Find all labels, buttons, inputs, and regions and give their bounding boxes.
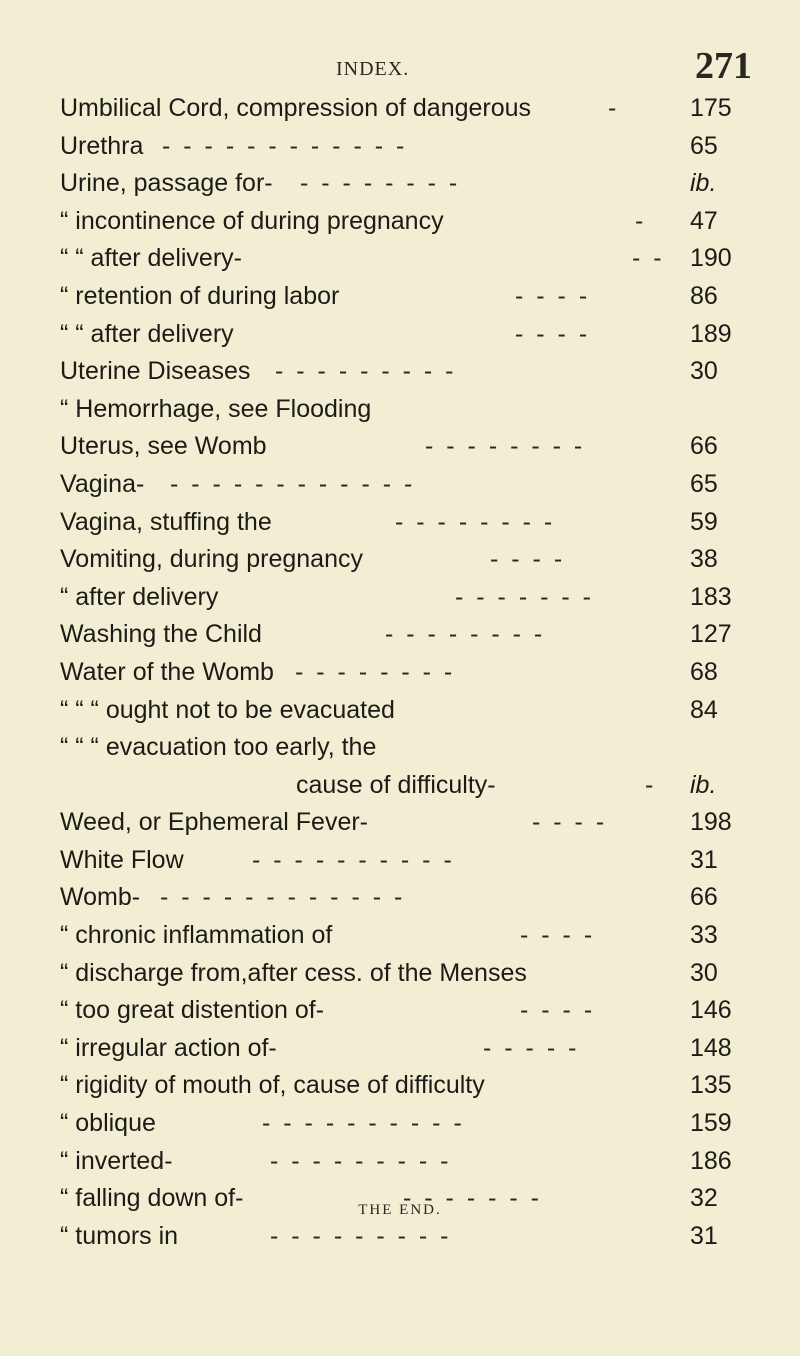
index-entry bbox=[0, 466, 800, 504]
leader-dashes: - - - - - - - - bbox=[300, 169, 461, 198]
entry-text: Womb- bbox=[60, 883, 141, 912]
entry-page-number: 65 bbox=[690, 131, 718, 160]
entry-text: “ “ after delivery- bbox=[60, 244, 242, 273]
index-entry bbox=[0, 90, 800, 128]
index-entry bbox=[0, 541, 800, 579]
entry-page-number: 135 bbox=[690, 1071, 732, 1100]
index-entry bbox=[0, 917, 800, 955]
leader-dashes: - - - - - - - - - - - - bbox=[162, 131, 408, 160]
entry-page-number: ib. bbox=[690, 770, 717, 799]
index-entry bbox=[0, 353, 800, 391]
leader-dashes: - - - - bbox=[532, 808, 608, 837]
entry-page-number: 32 bbox=[690, 1184, 718, 1213]
index-entry bbox=[0, 767, 800, 805]
index-entry bbox=[0, 278, 800, 316]
leader-dashes: - - - - - - - - - bbox=[270, 1221, 452, 1250]
entry-text: Umbilical Cord, compression of dangerous bbox=[60, 94, 532, 122]
leader-dashes: - - - - - - - - bbox=[395, 507, 556, 536]
entry-text: Washing the Child bbox=[60, 620, 262, 649]
index-entry bbox=[0, 842, 800, 880]
entry-text: “ discharge from,after cess. of the Menses bbox=[60, 958, 527, 987]
leader-dashes: - - - - - - - - - - bbox=[252, 845, 455, 874]
leader-dashes: - - - - - - - - - - - - bbox=[160, 883, 406, 912]
entry-page-number: 189 bbox=[690, 319, 732, 348]
index-entry bbox=[0, 1218, 800, 1256]
entry-text: “ rigidity of mouth of, cause of difficulty bbox=[60, 1071, 485, 1100]
index-entry bbox=[0, 165, 800, 203]
entry-text: Uterus, see Womb bbox=[60, 432, 267, 461]
entry-page-number: 65 bbox=[690, 469, 718, 498]
entry-page-number: 66 bbox=[690, 432, 718, 461]
entry-page-number: 146 bbox=[690, 996, 732, 1025]
entry-text: Vagina- bbox=[60, 469, 145, 498]
entry-text: “ “ “ ought not to be evacuated bbox=[60, 695, 395, 724]
index-entry bbox=[0, 879, 800, 917]
entry-page-number: 190 bbox=[690, 244, 732, 273]
entry-page-number: ib. bbox=[690, 169, 717, 198]
leader-dashes: - - - - bbox=[515, 319, 591, 348]
index-entry bbox=[0, 654, 800, 692]
index-entries bbox=[0, 90, 800, 1255]
index-entry bbox=[0, 1030, 800, 1068]
entry-text: Uterine Diseases bbox=[60, 357, 251, 386]
entry-text: “ tumors in bbox=[60, 1221, 179, 1250]
index-entry bbox=[0, 992, 800, 1030]
entry-text: “ retention of during labor bbox=[60, 281, 340, 310]
leader-dashes: - - - - - - - - bbox=[425, 432, 586, 461]
entry-text: Weed, or Ephemeral Fever- bbox=[60, 808, 368, 837]
entry-page-number: 159 bbox=[690, 1109, 732, 1138]
entry-text: Water of the Womb bbox=[60, 657, 274, 686]
leader-dashes: - - - - bbox=[515, 281, 591, 310]
index-entry bbox=[0, 804, 800, 842]
entry-text: “ chronic inflammation of bbox=[60, 921, 333, 950]
entry-page-number: 198 bbox=[690, 808, 732, 837]
index-entry bbox=[0, 504, 800, 542]
running-title: INDEX. bbox=[336, 58, 410, 80]
leader-dashes: - - - - - - - - bbox=[295, 657, 456, 686]
entry-text: “ Hemorrhage, see Flooding bbox=[60, 394, 372, 423]
entry-text: “ “ “ evacuation too early, the bbox=[60, 733, 377, 762]
entry-text: “ falling down of- bbox=[60, 1184, 244, 1213]
entry-text: cause of difficulty- bbox=[296, 770, 496, 799]
entry-page-number: 30 bbox=[690, 357, 718, 386]
entry-text: “ oblique bbox=[60, 1109, 156, 1138]
leader-dashes: - - - - - - - - - bbox=[275, 357, 457, 386]
entry-page-number: 31 bbox=[690, 1221, 718, 1250]
entry-text: “ too great distention of- bbox=[60, 996, 325, 1025]
leader-dashes: - - - - bbox=[490, 545, 566, 574]
index-entry bbox=[0, 240, 800, 278]
leader-dashes: - - - - - bbox=[483, 1033, 580, 1062]
leader-dashes: - bbox=[635, 206, 647, 235]
entry-text: White Flow bbox=[60, 845, 184, 874]
entry-page-number: 86 bbox=[690, 281, 718, 310]
entry-text: “ incontinence of during pregnancy bbox=[60, 206, 444, 235]
index-entry bbox=[0, 616, 800, 654]
entry-page-number: 127 bbox=[690, 620, 732, 649]
entry-page-number: 38 bbox=[690, 545, 718, 574]
page-header bbox=[0, 44, 800, 87]
leader-dashes: - - - - bbox=[520, 996, 596, 1025]
leader-dashes: - - - - - - - - bbox=[385, 620, 546, 649]
leader-dashes: - - - - - - - - - - - - bbox=[170, 469, 416, 498]
index-entry bbox=[0, 1143, 800, 1181]
index-entry bbox=[0, 1105, 800, 1143]
page-number: 271 bbox=[695, 45, 752, 87]
entry-text: Vagina, stuffing the bbox=[60, 507, 272, 536]
entry-page-number: 175 bbox=[690, 94, 732, 122]
leader-dashes: - bbox=[645, 770, 657, 799]
index-entry bbox=[0, 428, 800, 466]
entry-page-number: 30 bbox=[690, 958, 718, 987]
leader-dashes: - - - - - - - bbox=[455, 582, 594, 611]
entry-text: “ “ after delivery bbox=[60, 319, 234, 348]
index-entry bbox=[0, 203, 800, 241]
entry-text: Vomiting, during pregnancy bbox=[60, 545, 363, 574]
end-mark: THE END. bbox=[358, 1202, 442, 1218]
entry-page-number: 186 bbox=[690, 1146, 732, 1175]
entry-text: Urine, passage for- bbox=[60, 169, 273, 198]
index-entry bbox=[0, 579, 800, 617]
index-entry bbox=[0, 692, 800, 730]
entry-text: Urethra bbox=[60, 131, 144, 160]
leader-dashes: - - - - - - - - - bbox=[270, 1146, 452, 1175]
index-entry bbox=[0, 1067, 800, 1105]
entry-text: “ after delivery bbox=[60, 582, 219, 611]
index-entry bbox=[0, 729, 800, 767]
index-entry bbox=[0, 316, 800, 354]
entry-page-number: 148 bbox=[690, 1033, 732, 1062]
entry-page-number: 66 bbox=[690, 883, 718, 912]
entry-page-number: 59 bbox=[690, 507, 718, 536]
index-entry bbox=[0, 955, 800, 993]
entry-page-number: 47 bbox=[690, 206, 718, 235]
leader-dashes: - - - - - - - - - - bbox=[262, 1109, 465, 1138]
entry-text: “ irregular action of- bbox=[60, 1033, 277, 1062]
entry-text: “ inverted- bbox=[60, 1146, 173, 1175]
index-entry bbox=[0, 128, 800, 166]
entry-page-number: 183 bbox=[690, 582, 732, 611]
index-entry bbox=[0, 391, 800, 429]
leader-dashes: - - - - - - - bbox=[403, 1184, 542, 1213]
entry-page-number: 84 bbox=[690, 695, 718, 724]
entry-page-number: 68 bbox=[690, 657, 718, 686]
leader-dashes: - bbox=[608, 94, 620, 122]
leader-dashes: - - - - bbox=[520, 921, 596, 950]
leader-dashes: - - bbox=[632, 244, 665, 273]
entry-page-number: 31 bbox=[690, 845, 718, 874]
entry-page-number: 33 bbox=[690, 921, 718, 950]
